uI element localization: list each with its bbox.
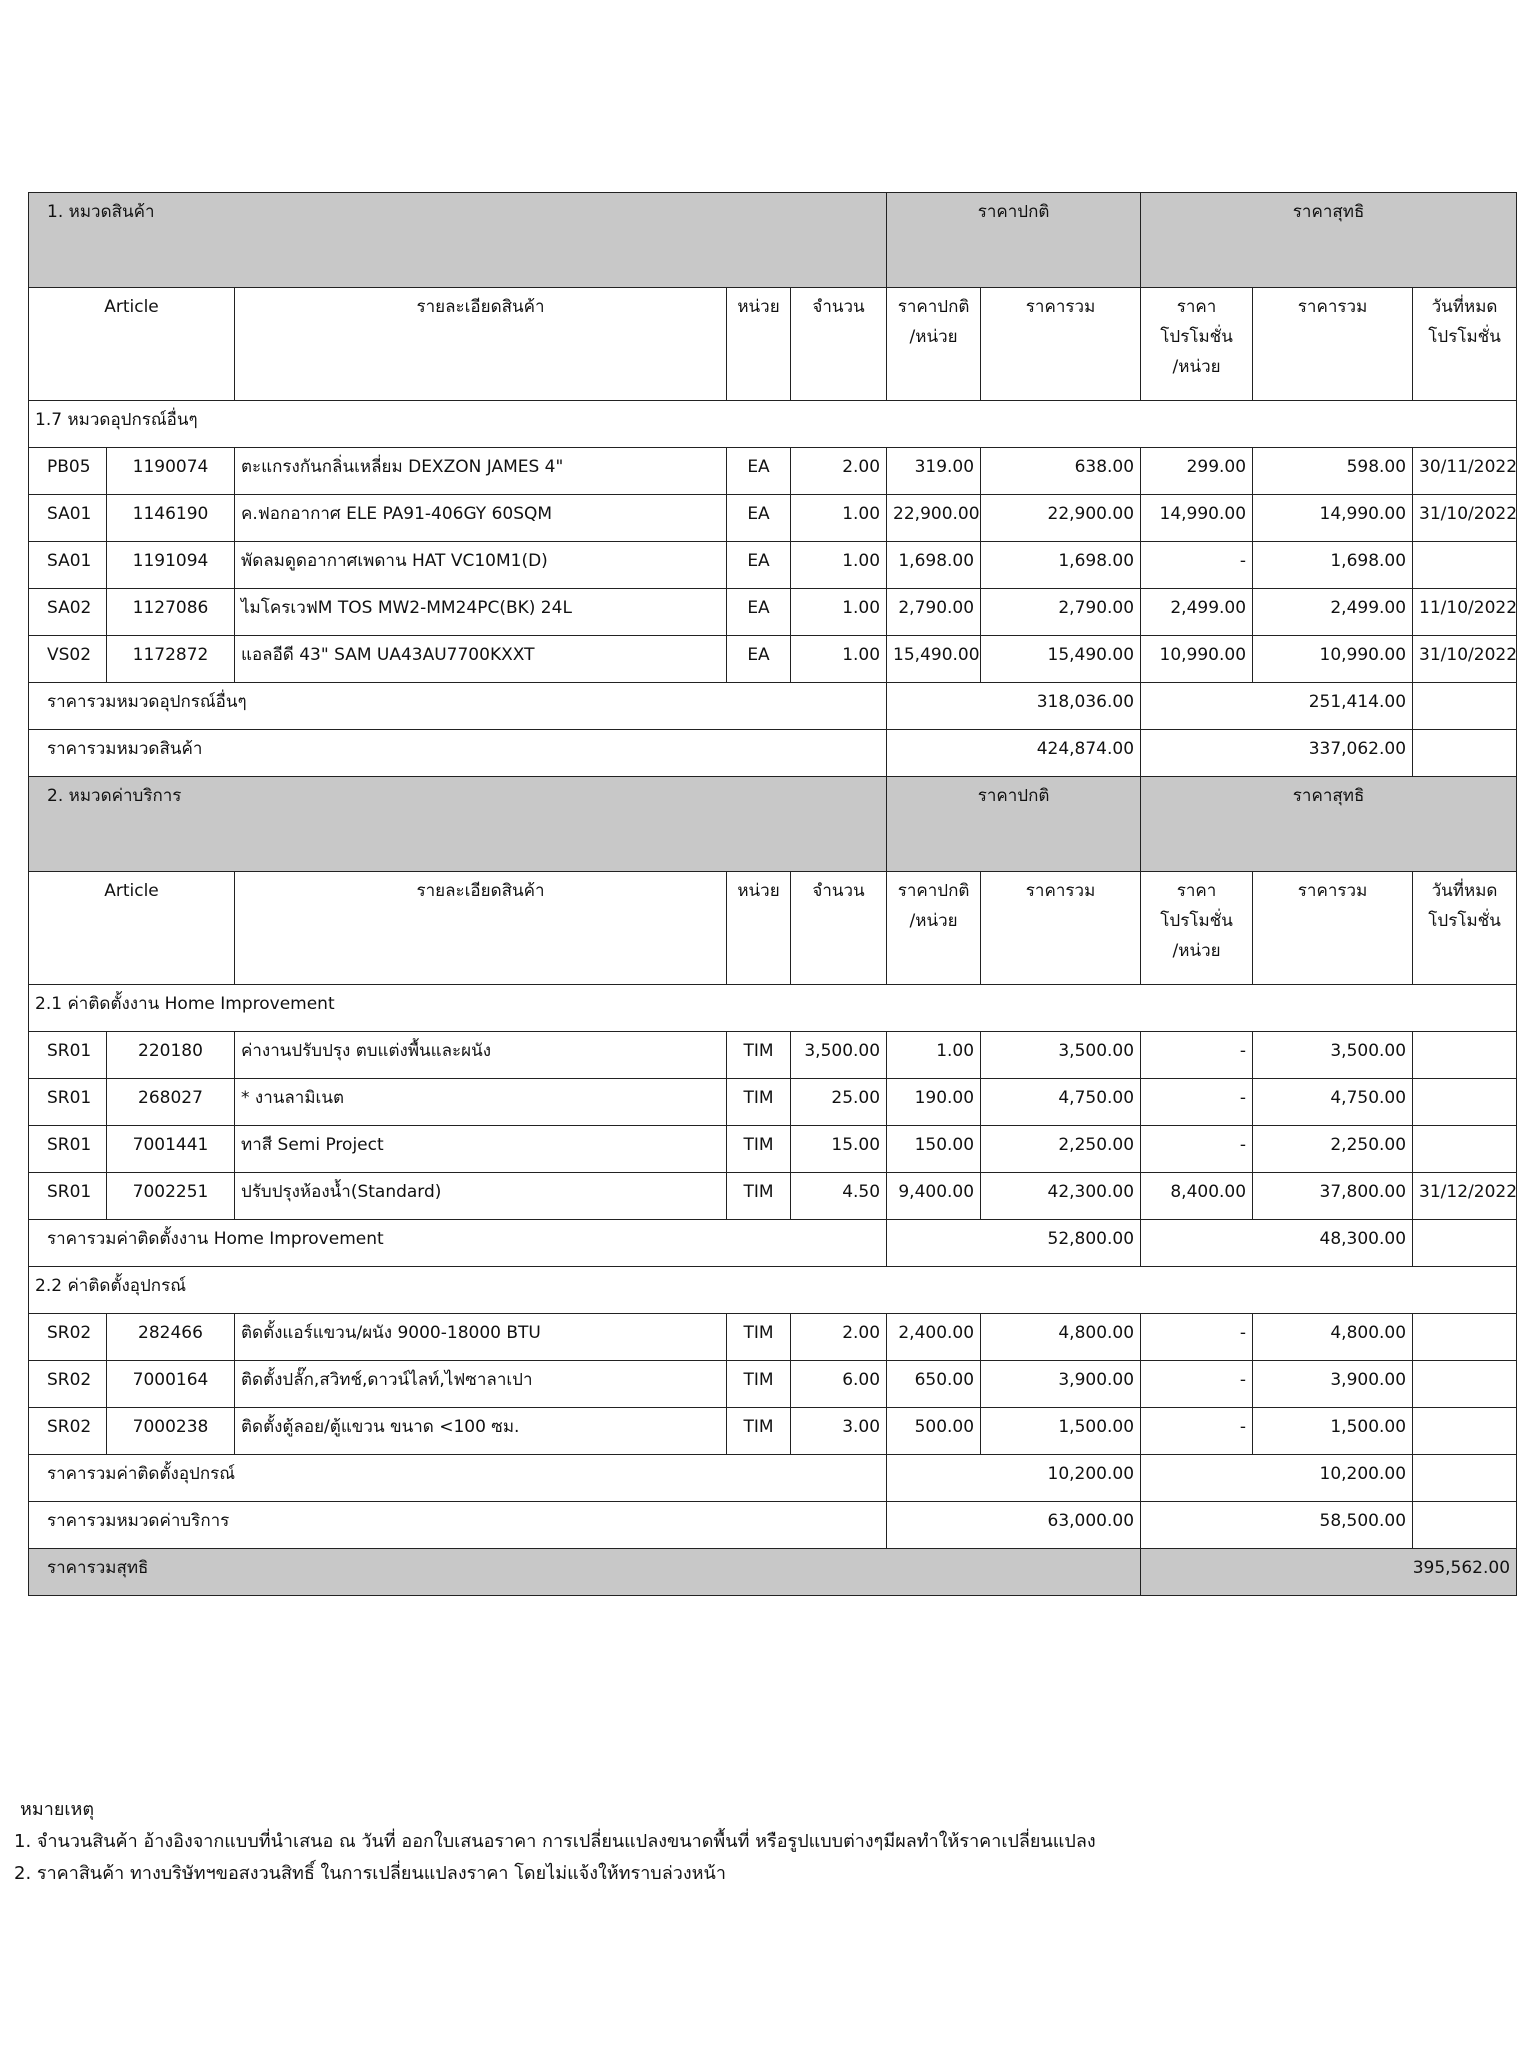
col-promo-price-line: /หน่วย <box>1172 357 1221 377</box>
item-quantity: 3,500.00 <box>791 1032 887 1079</box>
item-quantity: 2.00 <box>791 1314 887 1361</box>
col-net-total: ราคารวม <box>1253 288 1413 401</box>
subtotal-row-regular: 52,800.00 <box>887 1220 1141 1267</box>
item-quantity: 15.00 <box>791 1126 887 1173</box>
notes-title: หมายเหตุ <box>20 1799 95 1820</box>
category-total-row <box>29 730 1517 777</box>
item-promo-price: - <box>1141 1408 1253 1455</box>
item-code: VS02 <box>29 636 107 683</box>
item-code: PB05 <box>29 448 107 495</box>
table-row <box>29 589 1517 636</box>
item-promo-price: - <box>1141 1032 1253 1079</box>
subtotal-row-net: 48,300.00 <box>1141 1220 1413 1267</box>
subsection-title: 2.1 ค่าติดตั้งงาน Home Improvement <box>29 985 1517 1032</box>
item-article: 1127086 <box>107 589 235 636</box>
table-row <box>29 636 1517 683</box>
item-promo-price: - <box>1141 1361 1253 1408</box>
item-total: 1,500.00 <box>981 1408 1141 1455</box>
item-description: ค่างานปรับปรุง ตบแต่งพื้นและผนัง <box>235 1032 727 1079</box>
column-header-row <box>29 872 1517 985</box>
col-promo-price <box>1141 872 1253 985</box>
category-total-row-regular: 424,874.00 <box>887 730 1141 777</box>
section-band <box>29 193 1517 288</box>
quotation-table <box>28 192 1517 1596</box>
column-header-row <box>29 288 1517 401</box>
item-net-total: 1,698.00 <box>1253 542 1413 589</box>
item-promo-expiry: 30/11/2022 <box>1413 448 1517 495</box>
col-net-total: ราคารวม <box>1253 872 1413 985</box>
col-unit-price-line: ราคาปกติ <box>897 297 970 317</box>
table-row <box>29 1173 1517 1220</box>
item-unit-price: 22,900.00 <box>887 495 981 542</box>
item-promo-price: 2,499.00 <box>1141 589 1253 636</box>
item-unit: TIM <box>727 1032 791 1079</box>
item-net-total: 4,800.00 <box>1253 1314 1413 1361</box>
item-net-total: 37,800.00 <box>1253 1173 1413 1220</box>
subtotal-row-blank <box>1413 1220 1517 1267</box>
item-promo-expiry: 31/12/2022 <box>1413 1173 1517 1220</box>
item-quantity: 1.00 <box>791 542 887 589</box>
table-row <box>29 1361 1517 1408</box>
regular-price-heading: ราคาปกติ <box>887 777 1141 872</box>
category-total-row-regular: 63,000.00 <box>887 1502 1141 1549</box>
col-unit: หน่วย <box>727 872 791 985</box>
item-unit-price: 190.00 <box>887 1079 981 1126</box>
table-row <box>29 542 1517 589</box>
item-unit-price: 9,400.00 <box>887 1173 981 1220</box>
item-article: 7000238 <box>107 1408 235 1455</box>
item-total: 638.00 <box>981 448 1141 495</box>
col-promo-expiry <box>1413 872 1517 985</box>
item-promo-expiry: 11/10/2022 <box>1413 589 1517 636</box>
subsection-row <box>29 401 1517 448</box>
item-total: 2,790.00 <box>981 589 1141 636</box>
item-description: ติดตั้งแอร์แขวน/ผนัง 9000-18000 BTU <box>235 1314 727 1361</box>
col-promo-price-line: ราคา <box>1176 297 1217 317</box>
col-unit-price-line: ราคาปกติ <box>897 881 970 901</box>
item-promo-price: 10,990.00 <box>1141 636 1253 683</box>
item-article: 7001441 <box>107 1126 235 1173</box>
item-net-total: 4,750.00 <box>1253 1079 1413 1126</box>
col-article: Article <box>29 872 235 985</box>
item-unit-price: 1.00 <box>887 1032 981 1079</box>
item-promo-expiry <box>1413 542 1517 589</box>
item-article: 268027 <box>107 1079 235 1126</box>
item-article: 282466 <box>107 1314 235 1361</box>
col-total: ราคารวม <box>981 288 1141 401</box>
item-net-total: 10,990.00 <box>1253 636 1413 683</box>
item-description: ค.ฟอกอากาศ ELE PA91-406GY 60SQM <box>235 495 727 542</box>
item-quantity: 2.00 <box>791 448 887 495</box>
col-quantity: จำนวน <box>791 288 887 401</box>
net-price-heading: ราคาสุทธิ <box>1141 193 1517 288</box>
col-promo-price <box>1141 288 1253 401</box>
item-quantity: 4.50 <box>791 1173 887 1220</box>
item-code: SR02 <box>29 1314 107 1361</box>
item-unit: TIM <box>727 1173 791 1220</box>
grand-total-value: 395,562.00 <box>1141 1549 1517 1596</box>
category-total-row-label: ราคารวมหมวดสินค้า <box>29 730 887 777</box>
item-net-total: 14,990.00 <box>1253 495 1413 542</box>
category-total-row <box>29 1502 1517 1549</box>
category-total-row-blank <box>1413 1502 1517 1549</box>
item-code: SR01 <box>29 1173 107 1220</box>
item-promo-expiry <box>1413 1032 1517 1079</box>
item-promo-price: 8,400.00 <box>1141 1173 1253 1220</box>
subtotal-row-regular: 318,036.00 <box>887 683 1141 730</box>
col-unit-price <box>887 872 981 985</box>
item-quantity: 1.00 <box>791 495 887 542</box>
item-article: 1172872 <box>107 636 235 683</box>
item-net-total: 598.00 <box>1253 448 1413 495</box>
col-article: Article <box>29 288 235 401</box>
item-code: SR02 <box>29 1408 107 1455</box>
item-article: 7002251 <box>107 1173 235 1220</box>
item-unit: TIM <box>727 1361 791 1408</box>
col-unit-price <box>887 288 981 401</box>
item-unit: TIM <box>727 1079 791 1126</box>
subtotal-row <box>29 1455 1517 1502</box>
item-total: 22,900.00 <box>981 495 1141 542</box>
item-promo-expiry <box>1413 1408 1517 1455</box>
subtotal-row-regular: 10,200.00 <box>887 1455 1141 1502</box>
table-row <box>29 448 1517 495</box>
item-code: SA01 <box>29 542 107 589</box>
item-unit-price: 15,490.00 <box>887 636 981 683</box>
item-unit: EA <box>727 636 791 683</box>
col-description: รายละเอียดสินค้า <box>235 288 727 401</box>
item-unit: TIM <box>727 1314 791 1361</box>
item-net-total: 2,499.00 <box>1253 589 1413 636</box>
item-article: 1146190 <box>107 495 235 542</box>
col-promo-expiry-line: วันที่หมด <box>1431 297 1498 317</box>
item-promo-expiry: 31/10/2022 <box>1413 495 1517 542</box>
subtotal-row-net: 251,414.00 <box>1141 683 1413 730</box>
item-total: 42,300.00 <box>981 1173 1141 1220</box>
subtotal-row-blank <box>1413 683 1517 730</box>
item-net-total: 2,250.00 <box>1253 1126 1413 1173</box>
item-promo-price: - <box>1141 542 1253 589</box>
subtotal-row <box>29 683 1517 730</box>
item-promo-price: 14,990.00 <box>1141 495 1253 542</box>
category-total-row-label: ราคารวมหมวดค่าบริการ <box>29 1502 887 1549</box>
col-promo-expiry <box>1413 288 1517 401</box>
item-article: 1190074 <box>107 448 235 495</box>
item-article: 1191094 <box>107 542 235 589</box>
item-unit-price: 319.00 <box>887 448 981 495</box>
item-unit: EA <box>727 448 791 495</box>
item-promo-price: - <box>1141 1126 1253 1173</box>
col-promo-expiry-line: โปรโมชั่น <box>1428 327 1501 347</box>
item-total: 1,698.00 <box>981 542 1141 589</box>
table-row <box>29 1079 1517 1126</box>
col-promo-expiry-line: โปรโมชั่น <box>1428 911 1501 931</box>
section-title: 2. หมวดค่าบริการ <box>29 777 887 872</box>
col-promo-price-line: /หน่วย <box>1172 941 1221 961</box>
item-promo-expiry <box>1413 1314 1517 1361</box>
item-description: พัดลมดูดอากาศเพดาน HAT VC10M1(D) <box>235 542 727 589</box>
item-code: SA02 <box>29 589 107 636</box>
item-quantity: 25.00 <box>791 1079 887 1126</box>
item-total: 3,900.00 <box>981 1361 1141 1408</box>
item-net-total: 3,900.00 <box>1253 1361 1413 1408</box>
subsection-title: 1.7 หมวดอุปกรณ์อื่นๆ <box>29 401 1517 448</box>
subtotal-row <box>29 1220 1517 1267</box>
subsection-row <box>29 1267 1517 1314</box>
item-quantity: 3.00 <box>791 1408 887 1455</box>
item-description: ปรับปรุงห้องน้ำ(Standard) <box>235 1173 727 1220</box>
table-row <box>29 1032 1517 1079</box>
subtotal-row-label: ราคารวมค่าติดตั้งงาน Home Improvement <box>29 1220 887 1267</box>
item-total: 2,250.00 <box>981 1126 1141 1173</box>
item-description: ติดตั้งปลั๊ก,สวิทช์,ดาวน์ไลท์,ไฟซาลาเปา <box>235 1361 727 1408</box>
notes-section <box>14 1794 1096 1890</box>
col-description: รายละเอียดสินค้า <box>235 872 727 985</box>
item-promo-expiry <box>1413 1079 1517 1126</box>
item-unit: TIM <box>727 1126 791 1173</box>
item-article: 7000164 <box>107 1361 235 1408</box>
item-description: ตะแกรงกันกลิ่นเหลี่ยม DEXZON JAMES 4" <box>235 448 727 495</box>
item-total: 3,500.00 <box>981 1032 1141 1079</box>
item-total: 15,490.00 <box>981 636 1141 683</box>
item-code: SA01 <box>29 495 107 542</box>
item-unit: EA <box>727 589 791 636</box>
item-unit: EA <box>727 542 791 589</box>
item-unit-price: 150.00 <box>887 1126 981 1173</box>
subtotal-row-net: 10,200.00 <box>1141 1455 1413 1502</box>
subtotal-row-label: ราคารวมค่าติดตั้งอุปกรณ์ <box>29 1455 887 1502</box>
item-quantity: 1.00 <box>791 589 887 636</box>
item-code: SR01 <box>29 1032 107 1079</box>
col-unit-price-line: /หน่วย <box>909 911 958 931</box>
subtotal-row-label: ราคารวมหมวดอุปกรณ์อื่นๆ <box>29 683 887 730</box>
item-unit: TIM <box>727 1408 791 1455</box>
section-title: 1. หมวดสินค้า <box>29 193 887 288</box>
item-quantity: 1.00 <box>791 636 887 683</box>
item-article: 220180 <box>107 1032 235 1079</box>
item-code: SR01 <box>29 1079 107 1126</box>
item-unit-price: 2,400.00 <box>887 1314 981 1361</box>
subsection-row <box>29 985 1517 1032</box>
item-description: * งานลามิเนต <box>235 1079 727 1126</box>
net-price-heading: ราคาสุทธิ <box>1141 777 1517 872</box>
table-row <box>29 1126 1517 1173</box>
item-net-total: 1,500.00 <box>1253 1408 1413 1455</box>
item-code: SR02 <box>29 1361 107 1408</box>
col-promo-price-line: ราคา <box>1176 881 1217 901</box>
item-promo-expiry <box>1413 1361 1517 1408</box>
category-total-row-net: 58,500.00 <box>1141 1502 1413 1549</box>
col-unit: หน่วย <box>727 288 791 401</box>
regular-price-heading: ราคาปกติ <box>887 193 1141 288</box>
item-code: SR01 <box>29 1126 107 1173</box>
item-promo-price: 299.00 <box>1141 448 1253 495</box>
col-promo-price-line: โปรโมชั่น <box>1160 911 1233 931</box>
col-promo-price-line: โปรโมชั่น <box>1160 327 1233 347</box>
item-description: ไมโครเวฟM TOS MW2-MM24PC(BK) 24L <box>235 589 727 636</box>
item-unit-price: 500.00 <box>887 1408 981 1455</box>
table-row <box>29 1408 1517 1455</box>
item-promo-expiry: 31/10/2022 <box>1413 636 1517 683</box>
table-row <box>29 495 1517 542</box>
note-item: 2. ราคาสินค้า ทางบริษัทฯขอสงวนสิทธิ์ ในการเปลี่ยนแปลงราคา โดยไม่แจ้งให้ทราบล่วงหน้า <box>14 1863 726 1884</box>
subsection-title: 2.2 ค่าติดตั้งอุปกรณ์ <box>29 1267 1517 1314</box>
category-total-row-blank <box>1413 730 1517 777</box>
subtotal-row-blank <box>1413 1455 1517 1502</box>
col-total: ราคารวม <box>981 872 1141 985</box>
item-promo-price: - <box>1141 1314 1253 1361</box>
item-promo-expiry <box>1413 1126 1517 1173</box>
item-quantity: 6.00 <box>791 1361 887 1408</box>
item-net-total: 3,500.00 <box>1253 1032 1413 1079</box>
table-row <box>29 1314 1517 1361</box>
category-total-row-net: 337,062.00 <box>1141 730 1413 777</box>
item-promo-price: - <box>1141 1079 1253 1126</box>
item-unit-price: 1,698.00 <box>887 542 981 589</box>
col-quantity: จำนวน <box>791 872 887 985</box>
section-band <box>29 777 1517 872</box>
col-unit-price-line: /หน่วย <box>909 327 958 347</box>
item-description: แอลอีดี 43" SAM UA43AU7700KXXT <box>235 636 727 683</box>
item-total: 4,750.00 <box>981 1079 1141 1126</box>
item-total: 4,800.00 <box>981 1314 1141 1361</box>
grand-total-row <box>29 1549 1517 1596</box>
item-unit-price: 2,790.00 <box>887 589 981 636</box>
item-unit: EA <box>727 495 791 542</box>
note-item: 1. จำนวนสินค้า อ้างอิงจากแบบที่นำเสนอ ณ วันที่ ออกใบเสนอราคา การเปลี่ยนแปลงขนาดพื้นที่ หรือรูปแบบต่างๆมีผลทำให้ราคาเปลี่ยนแปลง <box>14 1831 1096 1852</box>
grand-total-label: ราคารวมสุทธิ <box>29 1549 1141 1596</box>
item-description: ทาสี Semi Project <box>235 1126 727 1173</box>
item-description: ติดตั้งตู้ลอย/ตู้แขวน ขนาด <100 ซม. <box>235 1408 727 1455</box>
col-promo-expiry-line: วันที่หมด <box>1431 881 1498 901</box>
item-unit-price: 650.00 <box>887 1361 981 1408</box>
